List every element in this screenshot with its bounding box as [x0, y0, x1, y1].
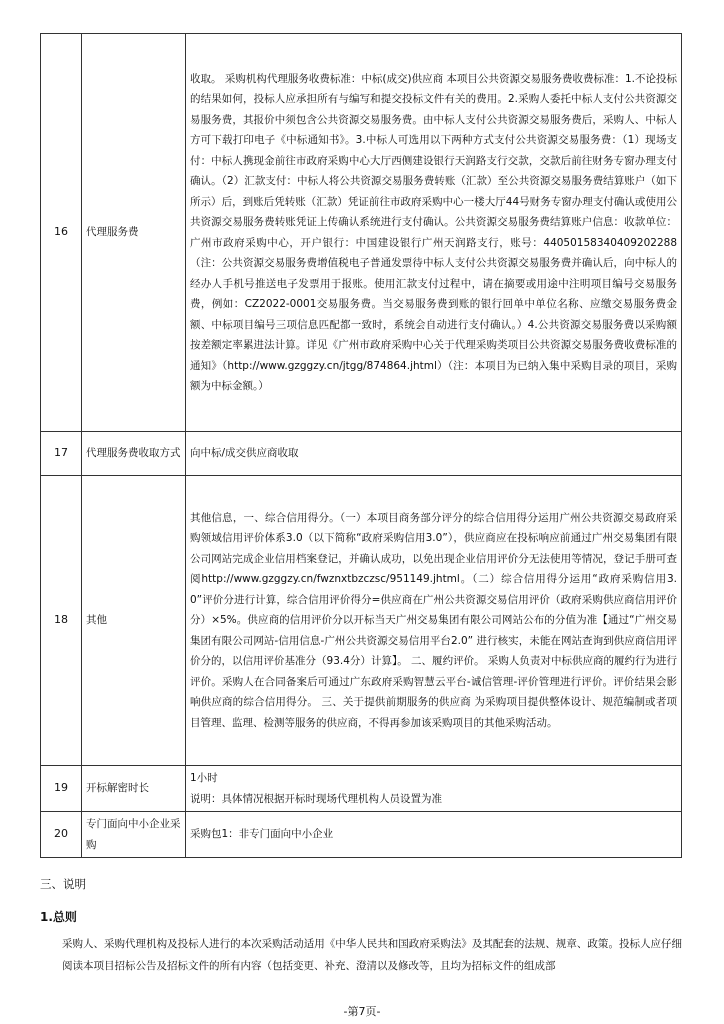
table-row	[41, 766, 682, 812]
row-content: 其他信息，一、综合信用得分。（一）本项目商务部分评分的综合信用得分运用广州公共资源交易政府采购领域信用评价体系3.0（以下简称“政府采购信用3.0”），供应商应在投标响应前通过广州交易集团有限公司网站完成企业信用档案登记，并确认成功，以免出现企业信用评价分无法使用等情况，登记手册可查阅http://www.gzggzy.cn/fwznxtbzczsc/951149.jhtml。（二）综合信用得分运用“政府采购信用3.0”评价分进行计算，综合信用评价得分=供应商在广州公共资源交易信用评价（政府采购供应商信用评价分）×5%。供应商的信用评价分以开标当天广州交易集团有限公司网站公布的分值为准【通过“广州交易集团有限公司网站-信用信息-广州公共资源交易信用平台2.0” 进行核实，未能在网站查询到供应商信用评价分的，以信用评价基准分（93.4分）计算】。 二、履约评价。 采购人负责对中标供应商的履约行为进行评价。采购人在合同备案后可通过广东政府采购智慧云平台-诚信管理-评价管理进行评价。评价结果会影响供应商的综合信用得分。 三、关于提供前期服务的供应商 为采购项目提供整体设计、规范编制或者项目管理、监理、检测等服务的供应商，不得再参加该采购项目的其他采购活动。	[186, 476, 682, 766]
row-item-name: 代理服务费	[82, 34, 186, 432]
row-item-name: 专门面向中小企业采购	[82, 812, 186, 858]
row-content	[186, 766, 682, 812]
row-number: 17	[41, 432, 82, 476]
page-number-footer: -第7页-	[343, 1005, 381, 1018]
row-content-line: 1小时	[190, 772, 218, 784]
table-row	[41, 476, 682, 766]
row-content: 收取。 采购机构代理服务收费标准：中标(成交)供应商 本项目公共资源交易服务费收费标准：1.不论投标的结果如何，投标人应承担所有与编写和提交投标文件有关的费用。2.采购人委托中标人支付公共资源交易服务费，其报价中须包含公共资源交易服务费。由中标人支付公共资源交易服务费后，采购人、中标人方可下载打印电子《中标通知书》。3.中标人可选用以下两种方式支付公共资源交易服务费：（1）现场支付：中标人携现金前往市政府采购中心大厅西侧建设银行天润路支行交款，交款后前往财务专窗办理支付确认。（2）汇款支付：中标人将公共资源交易服务费转账（汇款）至公共资源交易服务费结算账户（如下所示）后，到账后凭转账（汇款）凭证前往市政府采购中心一楼大厅44号财务专窗办理支付确认或使用公共资源交易服务费转账凭证上传确认系统进行支付确认。公共资源交易服务费结算账户信息：收款单位：广州市政府采购中心，开户银行：中国建设银行广州天润路支行，账号：44050158340409202288（注：公共资源交易服务费增值税电子普通发票待中标人支付公共资源交易服务费并确认后，向中标人的经办人手机号推送电子发票用于报账。使用汇款支付过程中，请在摘要或用途中注明项目编号交易服务费，例如：CZ2022-0001交易服务费。当交易服务费到账的银行回单中单位名称、应缴交易服务费金额、中标项目编号三项信息匹配都一致时，系统会自动进行支付确认。）4.公共资源交易服务费以采购额按差额定率累进法计算。详见《广州市政府采购中心关于代理采购类项目公共资源交易服务费收费标准的通知》（http://www.gzggzy.cn/jtgg/874864.jhtml）（注：本项目为已纳入集中采购目录的项目，采购额为中标金额。）	[186, 34, 682, 432]
row-number: 18	[41, 476, 82, 766]
table-row	[41, 34, 682, 432]
table-row	[41, 432, 682, 476]
row-number: 16	[41, 34, 82, 432]
row-item-name: 其他	[82, 476, 186, 766]
requirements-table	[40, 33, 682, 858]
table-row	[41, 812, 682, 858]
row-content: 向中标/成交供应商收取	[186, 432, 682, 476]
general-paragraph: 采购人、采购代理机构及投标人进行的本次采购活动适用《中华人民共和国政府采购法》及其配套的法规、规章、政策。投标人应仔细阅读本项目招标公告及招标文件的所有内容（包括变更、补充、澄清以及修改等，且均为招标文件的组成部	[62, 938, 682, 972]
row-number: 19	[41, 766, 82, 812]
section-heading: 三、说明	[40, 877, 86, 891]
row-content-line: 说明：具体情况根据开标时现场代理机构人员设置为准	[190, 792, 442, 805]
row-item-name: 开标解密时长	[82, 766, 186, 812]
row-content: 采购包1：非专门面向中小企业	[186, 812, 682, 858]
row-item-name: 代理服务费收取方式	[82, 432, 186, 476]
subsection-heading: 1.总则	[40, 910, 77, 924]
row-number: 20	[41, 812, 82, 858]
